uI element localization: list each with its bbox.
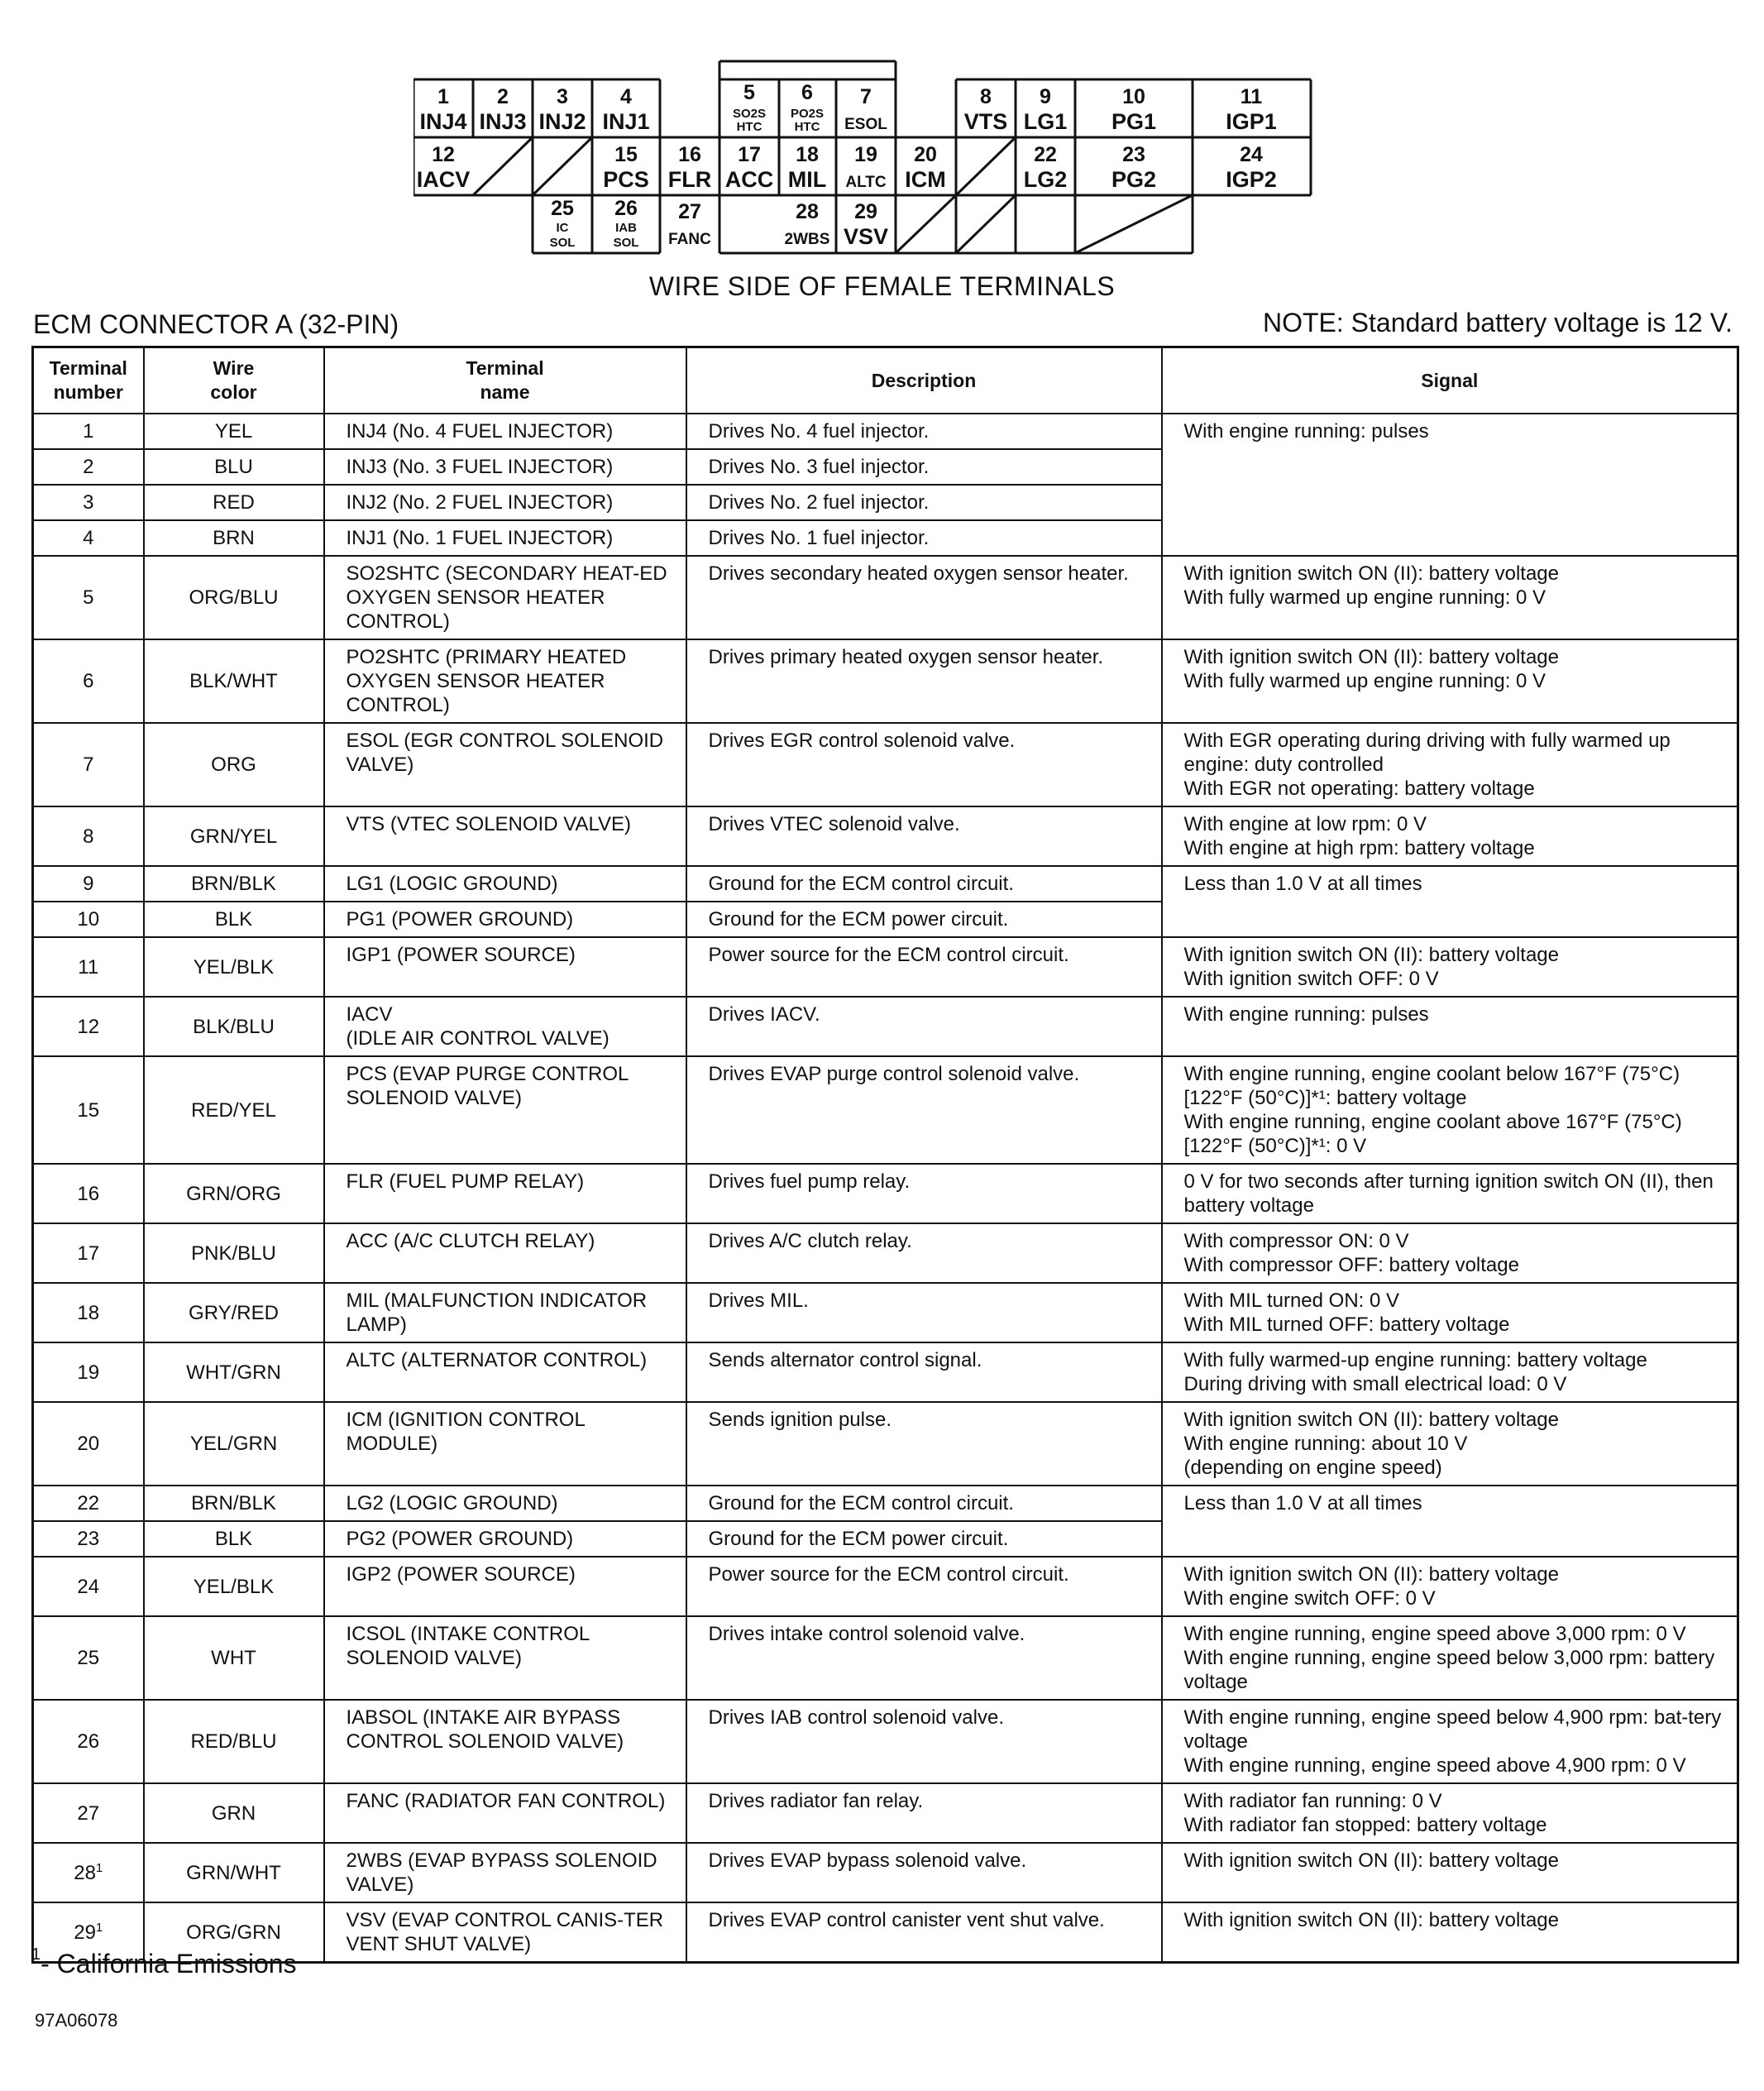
description-cell: Drives radiator fan relay. bbox=[686, 1783, 1162, 1843]
voltage-note: NOTE: Standard battery voltage is 12 V. bbox=[1262, 308, 1733, 337]
pin-2-code: INJ3 bbox=[479, 109, 527, 134]
signal-cell: With ignition switch ON (II): battery voltage With fully warmed up engine running: 0 V bbox=[1162, 556, 1738, 639]
terminal-footnote-mark: 1 bbox=[95, 1920, 103, 1935]
table-row bbox=[33, 1164, 1738, 1223]
pin-26-number: 26 bbox=[614, 197, 638, 220]
terminal-number: 8 bbox=[83, 825, 94, 848]
terminal-number-cell bbox=[33, 1700, 144, 1783]
pin-2-number: 2 bbox=[497, 85, 509, 108]
terminal-name-cell: ACC (A/C CLUTCH RELAY) bbox=[324, 1223, 686, 1283]
terminal-number-cell bbox=[33, 1223, 144, 1283]
pin-17-code: ACC bbox=[724, 167, 774, 192]
pin-16-number: 16 bbox=[678, 143, 701, 166]
pin-18-code: MIL bbox=[787, 167, 827, 192]
description-cell: Power source for the ECM control circuit. bbox=[686, 937, 1162, 997]
wire-color-cell: YEL/BLK bbox=[144, 937, 324, 997]
svg-text:HTC: HTC bbox=[736, 120, 762, 134]
pin-22-code: LG2 bbox=[1023, 167, 1068, 192]
terminal-number-cell bbox=[33, 723, 144, 806]
wire-color-cell: RED/YEL bbox=[144, 1056, 324, 1164]
header-description: Description bbox=[686, 347, 1162, 414]
table-row bbox=[33, 1557, 1738, 1616]
terminal-number: 9 bbox=[83, 873, 94, 895]
signal-cell: With ignition switch ON (II): battery voltage With fully warmed up engine running: 0 V bbox=[1162, 639, 1738, 723]
pin-27-number: 27 bbox=[678, 200, 701, 223]
connector-caption: WIRE SIDE OF FEMALE TERMINALS bbox=[648, 271, 1116, 301]
pin-5-code: SO2S bbox=[732, 107, 767, 121]
svg-text:SOL: SOL bbox=[549, 236, 576, 250]
terminal-number: 26 bbox=[77, 1730, 100, 1753]
pin-9-code: LG1 bbox=[1023, 109, 1068, 134]
wire-color-cell: GRY/RED bbox=[144, 1283, 324, 1342]
terminal-number-cell bbox=[33, 1402, 144, 1486]
wire-color-cell: BRN/BLK bbox=[144, 1486, 324, 1521]
pin-9-number: 9 bbox=[1040, 85, 1051, 108]
svg-text:HTC: HTC bbox=[794, 120, 820, 134]
wire-color-cell: GRN/ORG bbox=[144, 1164, 324, 1223]
signal-cell: With engine running, engine coolant below 167°F (75°C) [122°F (50°C)]*¹: battery voltage With engine running, engine coolant above 167°F (75°C) [122°F (50°C)]*¹: 0 V bbox=[1162, 1056, 1738, 1164]
terminal-name-cell: PO2SHTC (PRIMARY HEATED OXYGEN SENSOR HEATER CONTROL) bbox=[324, 639, 686, 723]
terminal-number: 18 bbox=[77, 1301, 100, 1324]
pin-6-code: PO2S bbox=[790, 107, 825, 121]
terminal-number: 5 bbox=[83, 586, 94, 609]
terminal-name-cell: IGP1 (POWER SOURCE) bbox=[324, 937, 686, 997]
pin-16-code: FLR bbox=[667, 167, 712, 192]
table-row bbox=[33, 1342, 1738, 1402]
terminal-number: 11 bbox=[78, 955, 99, 979]
terminal-number: 4 bbox=[83, 527, 94, 549]
table-row bbox=[33, 723, 1738, 806]
terminal-name-cell: PG1 (POWER GROUND) bbox=[324, 902, 686, 937]
header-wire-color: Wire color bbox=[144, 347, 324, 414]
svg-text:SOL: SOL bbox=[613, 236, 639, 250]
description-cell: Power source for the ECM control circuit. bbox=[686, 1557, 1162, 1616]
table-body bbox=[33, 414, 1738, 1963]
terminal-number-cell bbox=[33, 1164, 144, 1223]
table-row bbox=[33, 1783, 1738, 1843]
wire-color-cell: GRN/WHT bbox=[144, 1843, 324, 1902]
terminal-number-cell bbox=[33, 449, 144, 485]
terminal-number: 1 bbox=[83, 420, 94, 443]
description-cell: Ground for the ECM control circuit. bbox=[686, 1486, 1162, 1521]
pin-28-number: 28 bbox=[796, 200, 819, 223]
footnote bbox=[31, 1945, 297, 1979]
terminal-name-cell: INJ4 (No. 4 FUEL INJECTOR) bbox=[324, 414, 686, 449]
table-row bbox=[33, 1616, 1738, 1700]
signal-cell: With engine running: pulses bbox=[1162, 997, 1738, 1056]
pin-23-number: 23 bbox=[1122, 143, 1145, 166]
terminal-number: 27 bbox=[77, 1802, 100, 1825]
connector-title: ECM CONNECTOR A (32-PIN) bbox=[33, 309, 399, 339]
terminal-name-cell: LG2 (LOGIC GROUND) bbox=[324, 1486, 686, 1521]
table-row bbox=[33, 639, 1738, 723]
pin-4-number: 4 bbox=[620, 85, 632, 108]
terminal-name-cell: 2WBS (EVAP BYPASS SOLENOID VALVE) bbox=[324, 1843, 686, 1902]
pin-25-number: 25 bbox=[551, 197, 574, 220]
terminal-name-cell: ESOL (EGR CONTROL SOLENOID VALVE) bbox=[324, 723, 686, 806]
signal-cell: With ignition switch ON (II): battery voltage bbox=[1162, 1843, 1738, 1902]
wire-color-cell: RED/BLU bbox=[144, 1700, 324, 1783]
wire-color-cell: YEL/GRN bbox=[144, 1402, 324, 1486]
terminal-number: 6 bbox=[83, 670, 94, 692]
pin-23-code: PG2 bbox=[1111, 167, 1157, 192]
description-cell: Drives EVAP control canister vent shut valve. bbox=[686, 1902, 1162, 1963]
terminal-number: 10 bbox=[77, 908, 100, 931]
terminal-name-cell: SO2SHTC (SECONDARY HEAT-ED OXYGEN SENSOR HEATER CONTROL) bbox=[324, 556, 686, 639]
pin-3-code: INJ2 bbox=[538, 109, 586, 134]
description-cell: Drives A/C clutch relay. bbox=[686, 1223, 1162, 1283]
terminal-number: 25 bbox=[77, 1647, 100, 1669]
wire-color-cell: GRN bbox=[144, 1783, 324, 1843]
table-row bbox=[33, 1843, 1738, 1902]
signal-cell: With EGR operating during driving with fully warmed up engine: duty controlled With EGR not operating: battery voltage bbox=[1162, 723, 1738, 806]
signal-cell: With engine running: pulses bbox=[1162, 414, 1738, 556]
description-cell: Sends ignition pulse. bbox=[686, 1402, 1162, 1486]
terminal-number-cell bbox=[33, 1056, 144, 1164]
description-cell: Drives IACV. bbox=[686, 997, 1162, 1056]
description-cell: Ground for the ECM power circuit. bbox=[686, 902, 1162, 937]
pin-17-number: 17 bbox=[738, 143, 761, 166]
terminal-number-cell bbox=[33, 1616, 144, 1700]
signal-cell: With ignition switch ON (II): battery voltage With ignition switch OFF: 0 V bbox=[1162, 937, 1738, 997]
signal-cell: With compressor ON: 0 V With compressor OFF: battery voltage bbox=[1162, 1223, 1738, 1283]
terminal-name-cell: ALTC (ALTERNATOR CONTROL) bbox=[324, 1342, 686, 1402]
terminal-name-cell: IACV (IDLE AIR CONTROL VALVE) bbox=[324, 997, 686, 1056]
pin-18-number: 18 bbox=[796, 143, 819, 166]
header-signal: Signal bbox=[1162, 347, 1738, 414]
description-cell: Drives EGR control solenoid valve. bbox=[686, 723, 1162, 806]
description-cell: Ground for the ECM power circuit. bbox=[686, 1521, 1162, 1557]
terminal-number: 20 bbox=[77, 1433, 100, 1455]
signal-cell: With ignition switch ON (II): battery voltage With engine switch OFF: 0 V bbox=[1162, 1557, 1738, 1616]
signal-cell: 0 V for two seconds after turning ignition switch ON (II), then battery voltage bbox=[1162, 1164, 1738, 1223]
table-row bbox=[33, 866, 1738, 902]
signal-cell: Less than 1.0 V at all times bbox=[1162, 1486, 1738, 1557]
description-cell: Drives primary heated oxygen sensor heater. bbox=[686, 639, 1162, 723]
terminal-name-cell: INJ2 (No. 2 FUEL INJECTOR) bbox=[324, 485, 686, 520]
pin-28-code: 2WBS bbox=[784, 231, 830, 248]
terminal-number-cell bbox=[33, 1486, 144, 1521]
table-row bbox=[33, 1283, 1738, 1342]
terminal-name-cell: MIL (MALFUNCTION INDICATOR LAMP) bbox=[324, 1283, 686, 1342]
table-row bbox=[33, 1223, 1738, 1283]
terminal-number-cell bbox=[33, 556, 144, 639]
signal-cell: With radiator fan running: 0 V With radiator fan stopped: battery voltage bbox=[1162, 1783, 1738, 1843]
header-terminal-number: Terminal number bbox=[33, 347, 144, 414]
description-cell: Drives MIL. bbox=[686, 1283, 1162, 1342]
signal-cell: With ignition switch ON (II): battery voltage With engine running: about 10 V (depending on engine speed) bbox=[1162, 1402, 1738, 1486]
pin-26-code: IAB bbox=[615, 221, 637, 235]
pin-10-number: 10 bbox=[1122, 85, 1145, 108]
terminal-number-cell bbox=[33, 806, 144, 866]
header-terminal-name: Terminal name bbox=[324, 347, 686, 414]
terminal-number-cell bbox=[33, 1521, 144, 1557]
terminal-number-cell bbox=[33, 866, 144, 902]
connector-diagram bbox=[414, 58, 1323, 256]
signal-cell: With engine at low rpm: 0 V With engine at high rpm: battery voltage bbox=[1162, 806, 1738, 866]
pin-6-number: 6 bbox=[801, 81, 813, 104]
description-cell: Drives EVAP purge control solenoid valve. bbox=[686, 1056, 1162, 1164]
terminal-name-cell: ICM (IGNITION CONTROL MODULE) bbox=[324, 1402, 686, 1486]
wire-color-cell: WHT/GRN bbox=[144, 1342, 324, 1402]
description-cell: Drives No. 3 fuel injector. bbox=[686, 449, 1162, 485]
pin-1-code: INJ4 bbox=[419, 109, 467, 134]
terminal-number-cell bbox=[33, 639, 144, 723]
wire-color-cell: BLK/BLU bbox=[144, 997, 324, 1056]
signal-cell: With engine running, engine speed below 4,900 rpm: bat-tery voltage With engine running, engine speed above 4,900 rpm: 0 V bbox=[1162, 1700, 1738, 1783]
description-cell: Drives fuel pump relay. bbox=[686, 1164, 1162, 1223]
terminal-number-cell bbox=[33, 1783, 144, 1843]
table-row bbox=[33, 806, 1738, 866]
terminal-number-cell bbox=[33, 414, 144, 449]
wire-color-cell: YEL bbox=[144, 414, 324, 449]
terminal-number: 22 bbox=[77, 1492, 100, 1514]
signal-cell: Less than 1.0 V at all times bbox=[1162, 866, 1738, 937]
terminal-name-cell: PCS (EVAP PURGE CONTROL SOLENOID VALVE) bbox=[324, 1056, 686, 1164]
wire-color-cell: ORG/BLU bbox=[144, 556, 324, 639]
description-cell: Drives IAB control solenoid valve. bbox=[686, 1700, 1162, 1783]
wire-color-cell: BLK bbox=[144, 902, 324, 937]
signal-cell: With ignition switch ON (II): battery voltage bbox=[1162, 1902, 1738, 1963]
terminal-table bbox=[31, 346, 1739, 1964]
pin-15-number: 15 bbox=[614, 143, 638, 166]
terminal-name-cell: LG1 (LOGIC GROUND) bbox=[324, 866, 686, 902]
terminal-number: 2 bbox=[83, 456, 94, 478]
terminal-number-cell bbox=[33, 937, 144, 997]
description-cell: Drives EVAP bypass solenoid valve. bbox=[686, 1843, 1162, 1902]
wire-color-cell: ORG/GRN bbox=[144, 1902, 324, 1963]
terminal-number-cell bbox=[33, 997, 144, 1056]
terminal-number-cell bbox=[33, 902, 144, 937]
table-row bbox=[33, 997, 1738, 1056]
terminal-number: 23 bbox=[77, 1528, 100, 1550]
table-row bbox=[33, 1700, 1738, 1783]
terminal-number: 17 bbox=[77, 1242, 100, 1265]
table-row bbox=[33, 1486, 1738, 1521]
wire-color-cell: BRN/BLK bbox=[144, 866, 324, 902]
terminal-number: 28 bbox=[74, 1861, 96, 1884]
pin-8-code: VTS bbox=[963, 109, 1008, 134]
pin-3-number: 3 bbox=[557, 85, 568, 108]
signal-cell: With engine running, engine speed above 3,000 rpm: 0 V With engine running, engine speed below 3,000 rpm: battery voltage bbox=[1162, 1616, 1738, 1700]
pin-24-code: IGP2 bbox=[1226, 167, 1277, 192]
wire-color-cell: BLK bbox=[144, 1521, 324, 1557]
table-row bbox=[33, 1056, 1738, 1164]
pin-12-code: IACV bbox=[416, 167, 471, 192]
wire-color-cell: RED bbox=[144, 485, 324, 520]
terminal-number-cell bbox=[33, 1342, 144, 1402]
description-cell: Drives VTEC solenoid valve. bbox=[686, 806, 1162, 866]
description-cell: Ground for the ECM control circuit. bbox=[686, 866, 1162, 902]
pin-15-code: PCS bbox=[603, 167, 649, 192]
pin-8-number: 8 bbox=[980, 85, 992, 108]
figure-id: 97A06078 bbox=[35, 2010, 118, 2031]
pin-22-number: 22 bbox=[1034, 143, 1057, 166]
terminal-name-cell: IGP2 (POWER SOURCE) bbox=[324, 1557, 686, 1616]
terminal-number-cell bbox=[33, 1843, 144, 1902]
pin-4-code: INJ1 bbox=[602, 109, 650, 134]
terminal-name-cell: INJ1 (No. 1 FUEL INJECTOR) bbox=[324, 520, 686, 556]
terminal-number-cell bbox=[33, 1283, 144, 1342]
table-row bbox=[33, 556, 1738, 639]
table-row bbox=[33, 1402, 1738, 1486]
pin-29-number: 29 bbox=[854, 200, 877, 223]
terminal-number: 16 bbox=[77, 1182, 100, 1205]
wire-color-cell: BRN bbox=[144, 520, 324, 556]
footnote-mark: 1 bbox=[31, 1945, 41, 1964]
terminal-number: 29 bbox=[74, 1921, 96, 1944]
table-header-row bbox=[33, 347, 1738, 414]
terminal-number: 3 bbox=[83, 491, 94, 514]
wire-color-cell: GRN/YEL bbox=[144, 806, 324, 866]
terminal-name-cell: VTS (VTEC SOLENOID VALVE) bbox=[324, 806, 686, 866]
terminal-number-cell bbox=[33, 1557, 144, 1616]
pin-19-code: ALTC bbox=[845, 174, 887, 191]
connector-row-top bbox=[419, 81, 1276, 134]
terminal-number: 15 bbox=[77, 1098, 100, 1122]
pin-10-code: PG1 bbox=[1111, 109, 1157, 134]
terminal-name-cell: ICSOL (INTAKE CONTROL SOLENOID VALVE) bbox=[324, 1616, 686, 1700]
pin-24-number: 24 bbox=[1240, 143, 1263, 166]
pin-20-number: 20 bbox=[914, 143, 937, 166]
description-cell: Sends alternator control signal. bbox=[686, 1342, 1162, 1402]
terminal-name-cell: VSV (EVAP CONTROL CANIS-TER VENT SHUT VALVE) bbox=[324, 1902, 686, 1963]
pin-12-number: 12 bbox=[432, 143, 455, 166]
pin-1-number: 1 bbox=[437, 85, 449, 108]
terminal-number: 19 bbox=[77, 1361, 100, 1384]
wire-color-cell: PNK/BLU bbox=[144, 1223, 324, 1283]
pin-11-number: 11 bbox=[1240, 85, 1263, 108]
pin-5-number: 5 bbox=[743, 81, 755, 104]
wire-color-cell: YEL/BLK bbox=[144, 1557, 324, 1616]
terminal-number-cell bbox=[33, 520, 144, 556]
terminal-number-cell bbox=[33, 485, 144, 520]
pin-19-number: 19 bbox=[854, 143, 877, 166]
pin-11-code: IGP1 bbox=[1226, 109, 1277, 134]
wire-color-cell: ORG bbox=[144, 723, 324, 806]
footnote-text: - California Emissions bbox=[41, 1949, 297, 1979]
wire-color-cell: WHT bbox=[144, 1616, 324, 1700]
connector-row-middle bbox=[417, 143, 1277, 192]
description-cell: Drives No. 4 fuel injector. bbox=[686, 414, 1162, 449]
pin-7-code: ESOL bbox=[844, 116, 887, 133]
table-row bbox=[33, 414, 1738, 449]
pin-7-number: 7 bbox=[860, 85, 872, 108]
pin-29-code: VSV bbox=[843, 224, 889, 249]
pin-25-code: IC bbox=[556, 221, 569, 235]
terminal-name-cell: FANC (RADIATOR FAN CONTROL) bbox=[324, 1783, 686, 1843]
terminal-name-cell: FLR (FUEL PUMP RELAY) bbox=[324, 1164, 686, 1223]
terminal-name-cell: PG2 (POWER GROUND) bbox=[324, 1521, 686, 1557]
description-cell: Drives No. 1 fuel injector. bbox=[686, 520, 1162, 556]
signal-cell: With fully warmed-up engine running: battery voltage During driving with small electrical load: 0 V bbox=[1162, 1342, 1738, 1402]
description-cell: Drives No. 2 fuel injector. bbox=[686, 485, 1162, 520]
terminal-name-cell: INJ3 (No. 3 FUEL INJECTOR) bbox=[324, 449, 686, 485]
terminal-number: 12 bbox=[77, 1015, 100, 1038]
wire-color-cell: BLK/WHT bbox=[144, 639, 324, 723]
description-cell: Drives secondary heated oxygen sensor heater. bbox=[686, 556, 1162, 639]
terminal-footnote-mark: 1 bbox=[95, 1860, 103, 1875]
terminal-number: 24 bbox=[77, 1575, 100, 1598]
description-cell: Drives intake control solenoid valve. bbox=[686, 1616, 1162, 1700]
pin-27-code: FANC bbox=[668, 231, 711, 248]
wire-color-cell: BLU bbox=[144, 449, 324, 485]
table-row bbox=[33, 937, 1738, 997]
pin-20-code: ICM bbox=[905, 167, 946, 192]
terminal-name-cell: IABSOL (INTAKE AIR BYPASS CONTROL SOLENOID VALVE) bbox=[324, 1700, 686, 1783]
terminal-number: 7 bbox=[83, 754, 94, 776]
signal-cell: With MIL turned ON: 0 V With MIL turned OFF: battery voltage bbox=[1162, 1283, 1738, 1342]
